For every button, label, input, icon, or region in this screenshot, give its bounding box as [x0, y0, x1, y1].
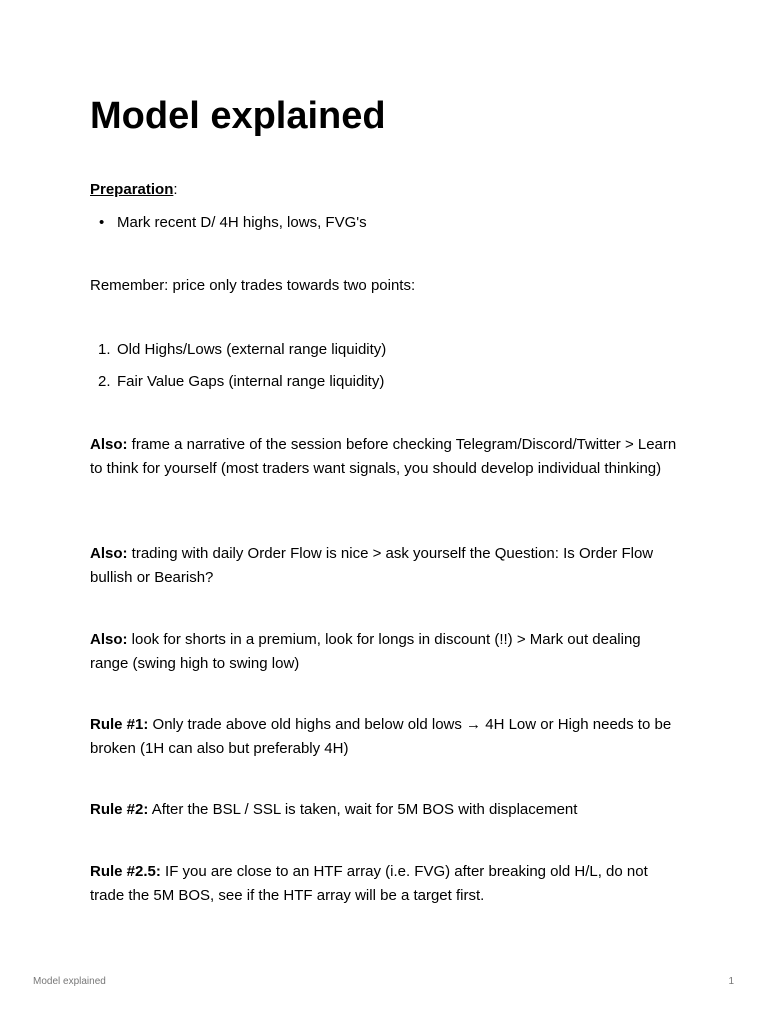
paragraph-rule-2-5: [90, 860, 682, 907]
paragraph-label: Rule #1:: [90, 716, 149, 733]
paragraph-label: Also:: [90, 631, 128, 648]
paragraph-text: trading with daily Order Flow is nice > ask yourself the Question: Is Order Flow bullish or Bearish?: [90, 545, 654, 586]
paragraph-rule-1: [90, 713, 682, 760]
paragraph-label: Rule #2:: [90, 801, 149, 818]
paragraph-text: After the BSL / SSL is taken, wait for 5M BOS with displacement: [148, 801, 578, 818]
preparation-heading: [90, 178, 682, 202]
list-number: 1.: [98, 341, 111, 358]
paragraph-label: Also:: [90, 436, 128, 453]
paragraph-label: Also:: [90, 545, 128, 562]
preparation-colon: :: [173, 181, 178, 198]
list-item: [90, 211, 367, 235]
paragraph-text: Only trade above old highs and below old lows → 4H Low or High needs to be broken (1H can also but preferably 4H): [90, 716, 672, 757]
list-number: 2.: [98, 373, 111, 390]
preparation-bullet-list: [90, 211, 367, 235]
paragraph-also-narrative: [90, 433, 682, 480]
footer-title: Model explained: [33, 976, 106, 987]
remember-text: Remember: price only trades towards two points:: [90, 277, 416, 294]
paragraph-text: IF you are close to an HTF array (i.e. FVG) after breaking old H/L, do not trade the 5M BOS, see if the HTF array will be a target first.: [90, 863, 648, 904]
list-item: [90, 338, 386, 362]
paragraph-label: Rule #2.5:: [90, 863, 161, 880]
list-item-text: Old Highs/Lows (external range liquidity): [117, 341, 387, 358]
paragraph-also-order-flow: [90, 542, 682, 589]
paragraph-text: frame a narrative of the session before checking Telegram/Discord/Twitter > Learn to think for yourself (most traders want signals, you should develop individual thinking): [90, 436, 677, 477]
paragraph-text: look for shorts in a premium, look for longs in discount (!!) > Mark out dealing range (swing high to swing low): [90, 631, 641, 672]
page-number: 1: [728, 976, 734, 987]
document-title: Model explained: [90, 95, 386, 137]
list-item: [90, 370, 386, 394]
paragraph-also-premium-discount: [90, 628, 682, 675]
bullet-icon: •: [99, 214, 105, 231]
list-item-text: Fair Value Gaps (internal range liquidity): [117, 373, 385, 390]
bullet-text: Mark recent D/ 4H highs, lows, FVG's: [117, 214, 367, 231]
paragraph-rule-2: [90, 798, 682, 822]
liquidity-numbered-list: [90, 338, 386, 402]
preparation-label: Preparation: [90, 181, 174, 198]
